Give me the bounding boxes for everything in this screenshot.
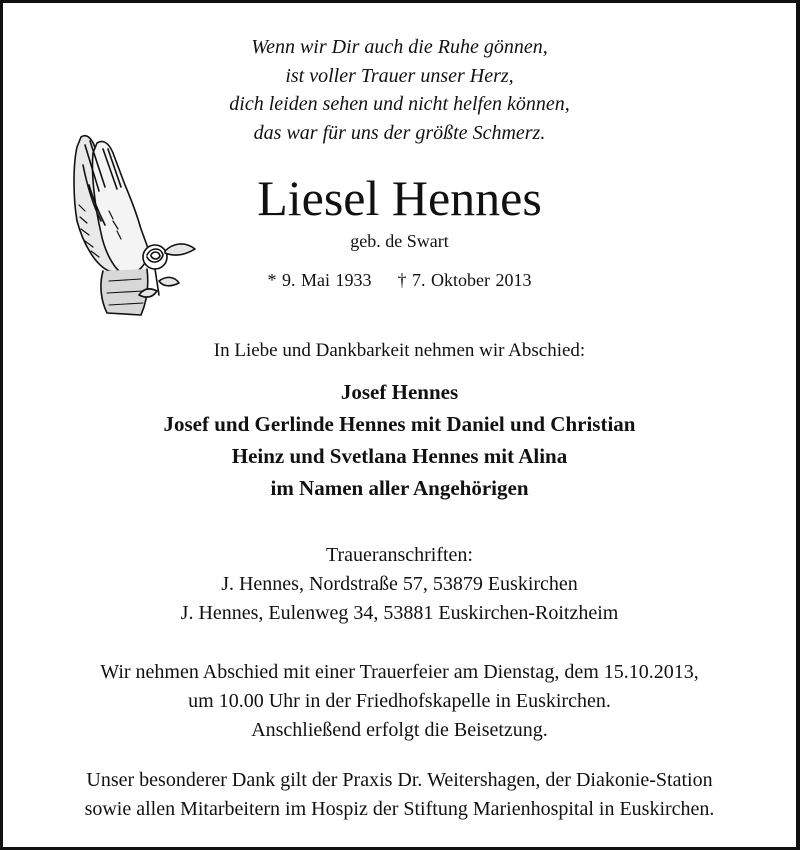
poem-line: Wenn wir Dir auch die Ruhe gönnen, <box>251 36 548 58</box>
poem-line: ist voller Trauer unser Herz, <box>285 64 514 87</box>
mourners-list <box>3 376 796 504</box>
deceased-name: Liesel Hennes <box>257 170 542 226</box>
addresses-heading: Traueranschriften: <box>326 544 473 566</box>
mourner-line: Josef und Gerlinde Hennes mit Daniel und Christian <box>163 412 636 436</box>
birth-date: * 9. Mai 1933 <box>267 270 372 290</box>
thanks-line: sowie allen Mitarbeitern im Hospiz der Stiftung Marienhospital in Euskirchen. <box>84 798 715 820</box>
funeral-service-info <box>3 658 796 745</box>
service-line: um 10.00 Uhr in der Friedhofskapelle in Euskirchen. <box>188 690 611 712</box>
acknowledgement <box>3 766 796 824</box>
farewell-intro: In Liebe und Dankbarkeit nehmen wir Abschied: <box>213 340 586 361</box>
mourner-line: Josef Hennes <box>340 380 459 404</box>
poem-line: dich leiden sehen und nicht helfen können, <box>229 93 570 115</box>
death-date: † 7. Oktober 2013 <box>397 270 532 290</box>
address-line: J. Hennes, Nordstraße 57, 53879 Euskirchen <box>221 573 578 595</box>
mourning-addresses <box>3 541 796 628</box>
service-line: Anschließend erfolgt die Beisetzung. <box>251 719 548 741</box>
mourner-line: Heinz und Svetlana Hennes mit Alina <box>231 444 568 468</box>
poem-line: das war für uns der größte Schmerz. <box>253 121 546 144</box>
thanks-line: Unser besonderer Dank gilt der Praxis Dr. Weitershagen, der Diakonie-Station <box>86 769 713 791</box>
service-line: Wir nehmen Abschied mit einer Trauerfeier am Dienstag, dem 15.10.2013, <box>100 661 699 683</box>
maiden-name: geb. de Swart <box>350 231 449 251</box>
address-line: J. Hennes, Eulenweg 34, 53881 Euskirchen-Roitzheim <box>180 602 619 624</box>
mourner-line: im Namen aller Angehörigen <box>270 476 529 500</box>
life-dates <box>3 270 796 291</box>
